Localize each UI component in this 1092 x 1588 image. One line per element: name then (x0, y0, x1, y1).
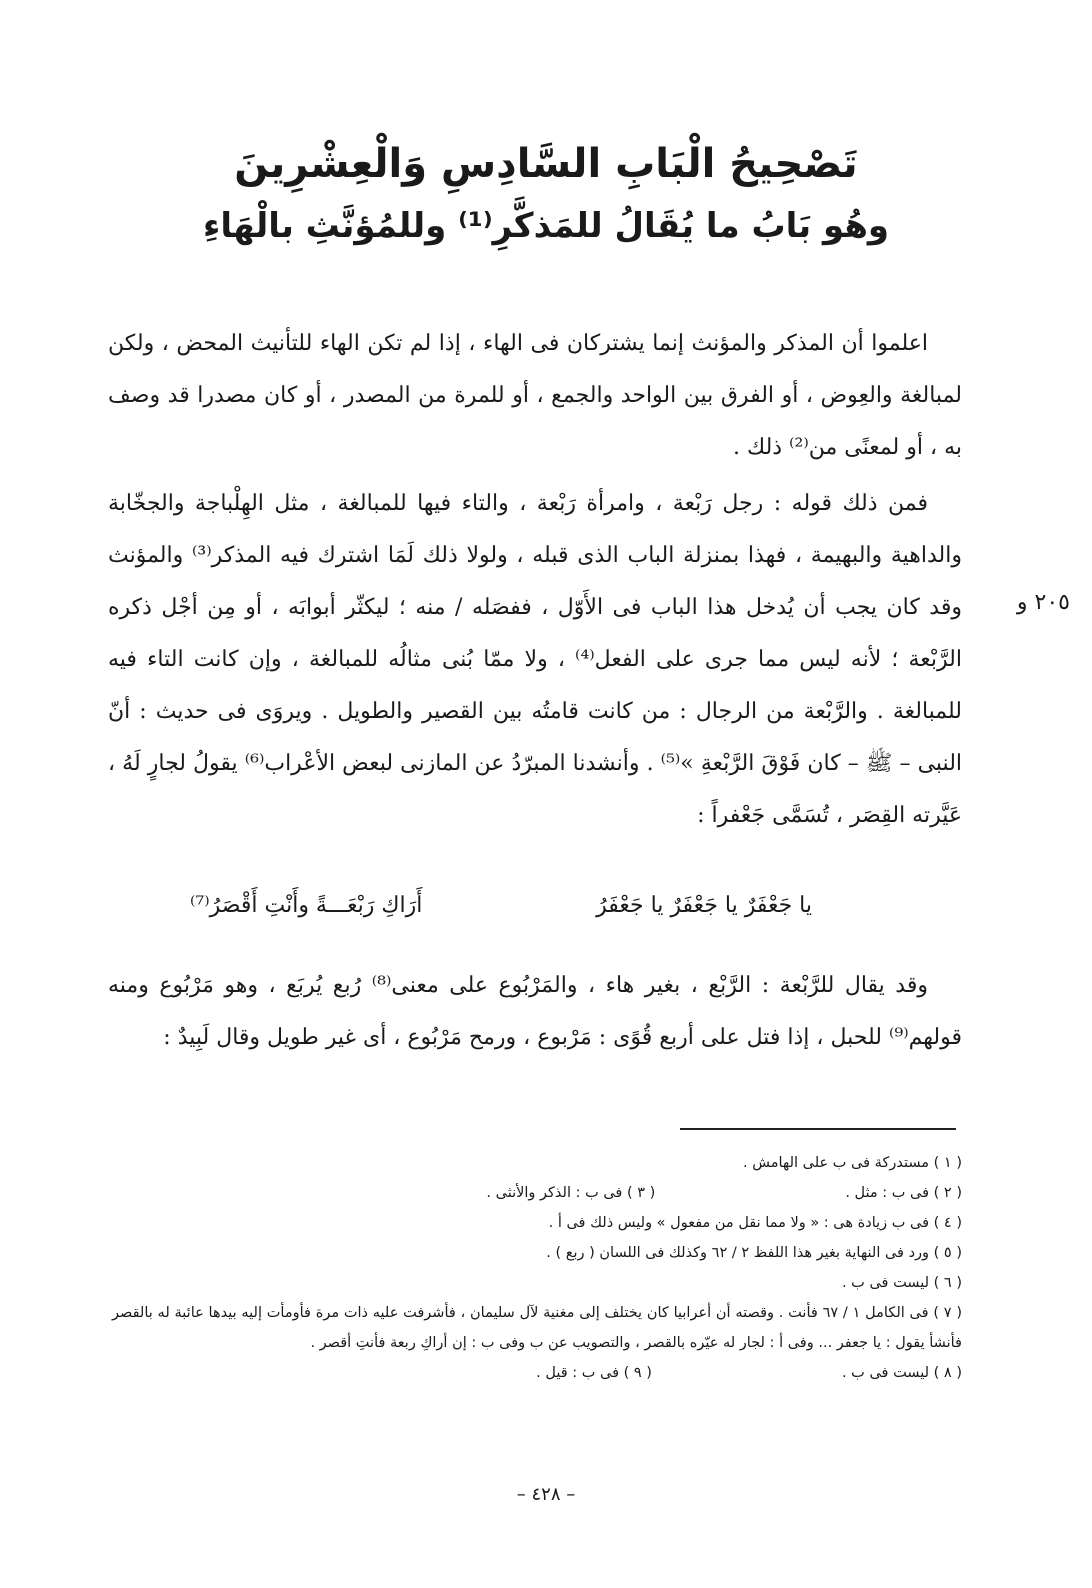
paragraph-3 (108, 960, 962, 1064)
footnote-row (112, 1238, 962, 1268)
footnote-row (112, 1178, 962, 1208)
footnote-2: ( ٢ ) فى ب : مثل . (845, 1185, 962, 1201)
poetry-verse (190, 880, 812, 932)
footnote-7: ( ٧ ) فى الكامل ١ / ٦٧ فأنت . وقصته أن أعرابيا كان يختلف إلى مغنية لآل سليمان ، فأشرفت عليه ذات مرة فأومأت إليه بيدها عائبة له بالقصر فأنشأ يقول : يا جعفر ... وفى أ : لجار له عيّره بالقصر ، والتصويب عن ب وفى ب : إن أراكِ ربعة فأنتِ أقصر . (112, 1305, 962, 1351)
footnote-row (112, 1358, 962, 1388)
footnote-3: ( ٣ ) فى ب : الذكر والأنثى . (486, 1185, 656, 1201)
footnote-separator (680, 1128, 956, 1130)
chapter-title: تَصْحِيحُ الْبَابِ السَّادِسِ وَالْعِشْرِينَ (234, 141, 858, 187)
footnote-row (112, 1208, 962, 1238)
chapter-heading (100, 140, 992, 247)
paragraph-text: وقد يقال للرَّبْعة : الرَّبْع ، بغير هاء ، والمَرْبُوع على معنى⁽⁸⁾ رُبع يُربَع ، وهو مَرْبُوع ومنه قولهم⁽⁹⁾ للحبل ، إذا فتل على أربع قُوًى : مَرْبوع ، ورمح مَرْبُوع ، أى غير طويل وقال لَبِيدٌ : (108, 973, 962, 1050)
paragraph-2 (108, 478, 962, 842)
footnote-8: ( ٨ ) ليست فى ب . (841, 1365, 962, 1381)
footnotes (112, 1148, 962, 1388)
paragraph-text: اعلموا أن المذكر والمؤنث إنما يشتركان فى الهاء ، إذا لم تكن الهاء للتأنيث المحض ، ولكن لمبالغة والعِوض ، أو الفرق بين الواحد والجمع ، أو للمرة من المصدر ، أو كان مصدرا قد وصف به ، أو لمعنًى من⁽²⁾ ذلك . (108, 331, 962, 460)
footnote-6: ( ٦ ) ليست فى ب . (841, 1275, 962, 1291)
verse-second-hemistich: أَرَاكِ رَبْعَـــةً وأَنْتِ أَقْصَرُ⁽⁷⁾ (190, 893, 423, 918)
footnote-5: ( ٥ ) ورد فى النهاية بغير هذا اللفظ ٢ / ٦٢ وكذلك فى اللسان ( ربع ) . (546, 1245, 962, 1261)
footnote-9: ( ٩ ) فى ب : قيل . (536, 1365, 652, 1381)
paragraph-1 (108, 318, 962, 474)
footnote-row (112, 1148, 962, 1178)
footnote-row (112, 1268, 962, 1298)
paragraph-text: فمن ذلك قوله : رجل رَبْعة ، وامرأة رَبْعة ، والتاء فيها للمبالغة ، مثل الهِلْباجة والجخّابة والداهية والبهيمة ، فهذا بمنزلة الباب الذى قبله ، ولولا ذلك لَمَا اشترك فيه المذكر⁽³⁾ والمؤنث وقد كان يجب أن يُدخل هذا الباب فى الأَوّل ، ففصَله / منه ؛ ليكثّر أبوابَه ، أو مِن أجْل ذكره الرَّبْعة ؛ لأنه ليس مما جرى على الفعل⁽⁴⁾ ، ولا ممّا بُنى مثالُه للمبالغة ، وإن كانت التاء فيه للمبالغة . والرَّبْعة من الرجال : من كانت قامتُه بين القصير والطويل . ويروَى فى حديث : أنّ النبى – ﷺ – كان فَوْقَ الرَّبْعةِ »⁽⁵⁾ . وأنشدنا المبرّدُ عن المازنى لبعض الأعْراب⁽⁶⁾ يقولُ لجارٍ لَهُ ، عَيَّرته القِصَر ، تُسَمَّى جَعْفراً : (108, 491, 963, 828)
verse-first-hemistich: يا جَعْفَرٌ يا جَعْفَرٌ يا جَعْفَرُ (596, 893, 812, 918)
page-number: – ٤٢٨ – (516, 1484, 576, 1505)
footnote-1: ( ١ ) مستدركة فى ب على الهامش . (743, 1155, 962, 1171)
chapter-subtitle: وهُو بَابُ ما يُقَالُ للمَذكَّرِ⁽¹⁾ وللمُؤنَّثِ بالْهَاءِ (202, 206, 890, 246)
footnote-4: ( ٤ ) فى ب زيادة هى : « ولا مما نقل من مفعول » وليس ذلك فى أ . (548, 1215, 962, 1231)
folio-margin-note: ٢٠٥ و (1016, 590, 1070, 615)
